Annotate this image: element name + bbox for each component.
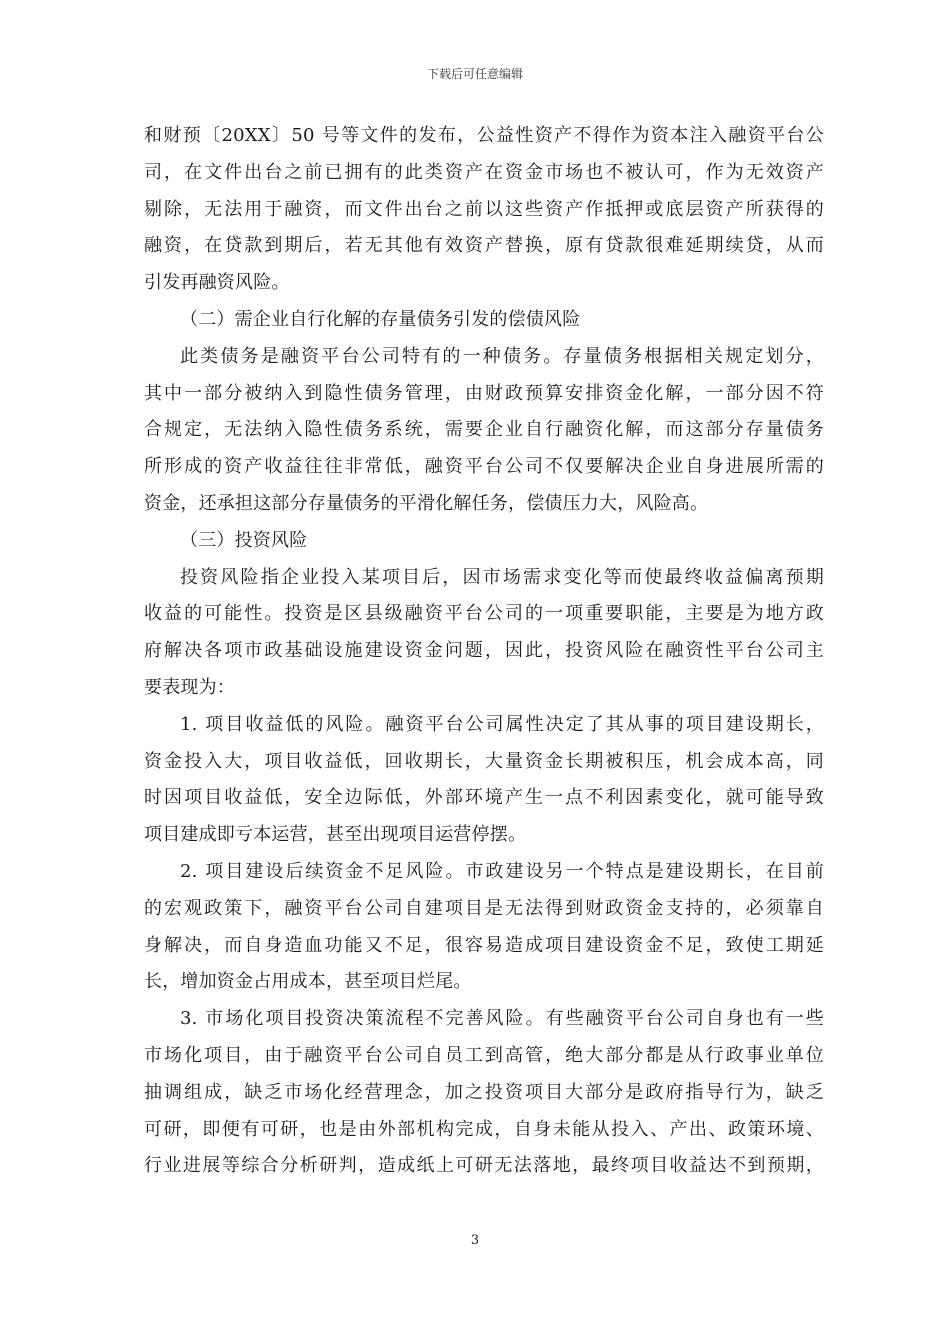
- text-line: 其中一部分被纳入到隐性债务管理，由财政预算安排资金化解，一部分因不符: [144, 382, 824, 404]
- text-line: 府解决各项市政基础设施建设资金问题，因此，投资风险在融资性平台公司主: [144, 640, 824, 662]
- text-line: 司，在文件出台之前已拥有的此类资产在资金市场也不被认可，作为无效资产: [144, 161, 824, 183]
- text-line: 的宏观政策下，融资平台公司自建项目是无法得到财政资金支持的，必须靠自: [144, 897, 824, 919]
- text-line: 要表现为：: [144, 676, 235, 698]
- text-line: 市场化项目，由于融资平台公司自员工到高管，绝大部分都是从行政事业单位: [144, 1044, 824, 1066]
- text-line: 行业进展等综合分析研判，造成纸上可研无法落地，最终项目收益达不到预期，: [144, 1155, 824, 1177]
- text-line: 引发再融资风险。: [144, 272, 290, 294]
- section-heading: （三）投资风险: [180, 529, 308, 551]
- text-line: 身解决，而自身造血功能又不足，很容易造成项目建设资金不足，致使工期延: [144, 934, 824, 956]
- text-line: 投资风险指企业投入某项目后，因市场需求变化等而使最终收益偏离预期: [180, 566, 824, 588]
- text-line: 项目建成即亏本运营，甚至出现项目运营停摆。: [144, 824, 527, 846]
- text-line: 资金投入大，项目收益低，回收期长，大量资金长期被积压，机会成本高，同: [144, 750, 824, 772]
- text-line: 长，增加资金占用成本，甚至项目烂尾。: [144, 971, 472, 993]
- document-body: [144, 118, 824, 1185]
- page-header: 下载后可任意编辑: [426, 67, 523, 81]
- text-line: 合规定，无法纳入隐性债务系统，需要企业自行融资化解，而这部分存量债务: [144, 419, 824, 441]
- text-line: 3. 市场化项目投资决策流程不完善风险。有些融资平台公司自身也有一些: [180, 1008, 824, 1030]
- text-line: 所形成的资产收益往往非常低，融资平台公司不仅要解决企业自身进展所需的: [144, 456, 824, 478]
- text-line: 收益的可能性。投资是区县级融资平台公司的一项重要职能，主要是为地方政: [144, 603, 824, 625]
- text-line: 2. 项目建设后续资金不足风险。市政建设另一个特点是建设期长，在目前: [180, 860, 824, 882]
- text-line: 时因项目收益低，安全边际低，外部环境产生一点不利因素变化，就可能导致: [144, 787, 824, 809]
- text-line: 剔除，无法用于融资，而文件出台之前以这些资产作抵押或底层资产所获得的: [144, 198, 824, 220]
- section-heading: （二）需企业自行化解的存量债务引发的偿债风险: [180, 308, 581, 330]
- page-number: 3: [470, 1233, 480, 1248]
- text-line: 抽调组成，缺乏市场化经营理念，加之投资项目大部分是政府指导行为，缺乏: [144, 1081, 824, 1103]
- text-line: 可研，即便有可研，也是由外部机构完成，自身未能从投入、产出、政策环境、: [144, 1118, 824, 1140]
- text-line: 此类债务是融资平台公司特有的一种债务。存量债务根据相关规定划分，: [180, 345, 824, 367]
- text-line: 和财预〔20XX〕50 号等文件的发布，公益性资产不得作为资本注入融资平台公: [144, 125, 824, 146]
- text-line: 1. 项目收益低的风险。融资平台公司属性决定了其从事的项目建设期长，: [180, 713, 824, 735]
- text-line: 资金，还承担这部分存量债务的平滑化解任务，偿债压力大，风险高。: [144, 492, 709, 514]
- text-line: 融资，在贷款到期后，若无其他有效资产替换，原有贷款很难延期续贷，从而: [144, 235, 824, 257]
